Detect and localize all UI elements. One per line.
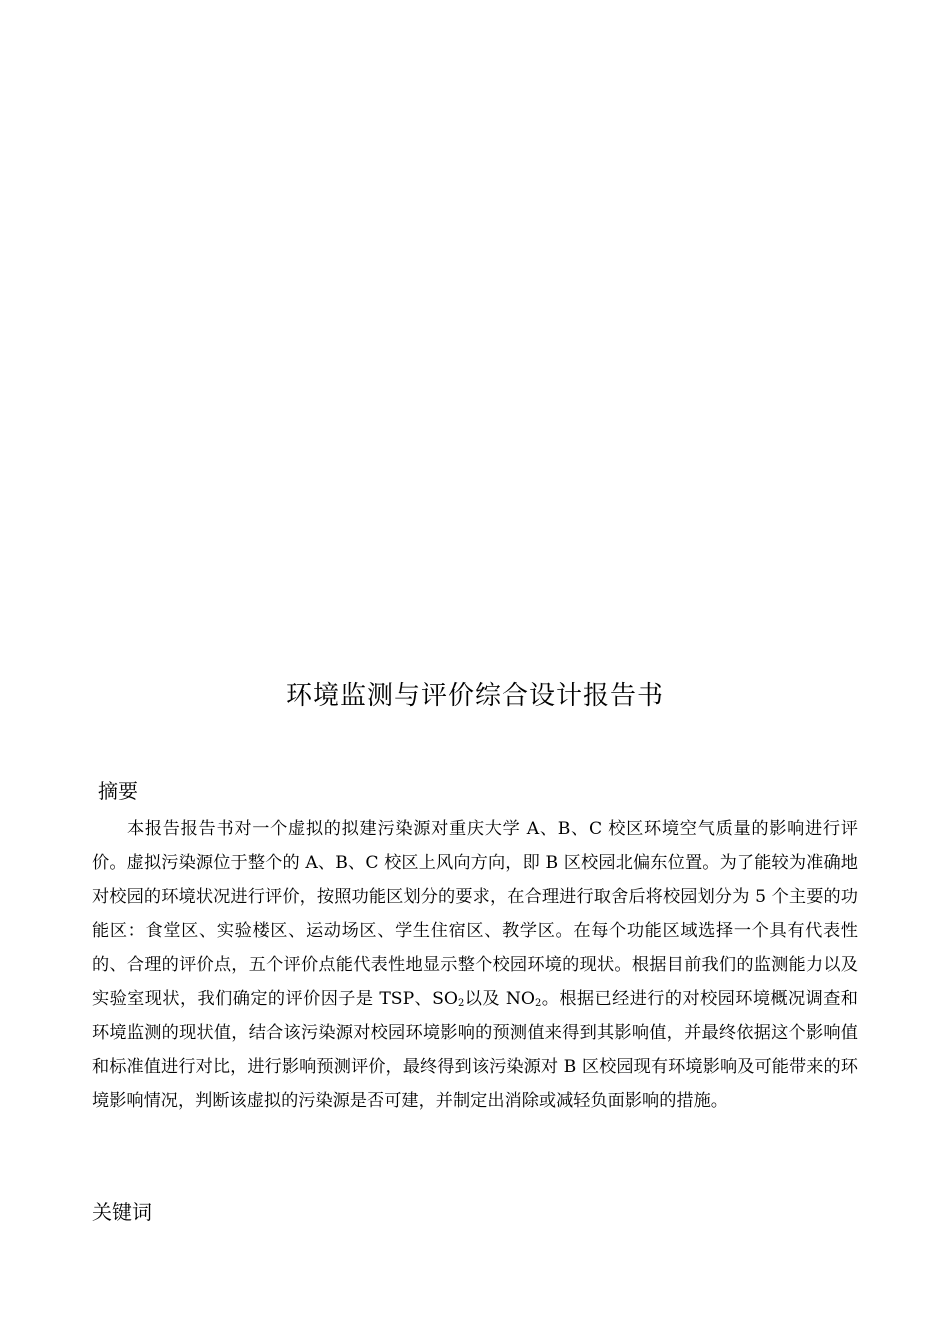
abstract-heading: 摘要 [98,779,138,803]
document-title: 环境监测与评价综合设计报告书 [285,681,664,711]
abstract-text-part-2: 以及 NO [464,989,535,1009]
abstract-text-part-3: 。根据已经进行的对校园环境概况调查和环境监测的现状值，结合该污染源对校园环境影响的预测值来得到其影响值，并最终依据这个影响值和标准值进行对比，进行影响预测评价，最终得到该污染源对 B 区校园现有环境影响及可能带来的环境影响情况，判断该虚拟的污染源是否可建，并制定出消除或减轻负面影响的措施。 [92,989,858,1111]
no2-subscript: 2 [534,998,542,1009]
abstract-text-part-1: 本报告报告书对一个虚拟的拟建污染源对重庆大学 A、B、C 校区环境空气质量的影响进行评价。虚拟污染源位于整个的 A、B、C 校区上风向方向，即 B 区校园北偏东位置。为了能较为准确地对校园的环境状况进行评价，按照功能区划分的要求，在合理进行取舍后将校园划分为 5 个主要的功能区：食堂区、实验楼区、运动场区、学生住宿区、教学区。在每个功能区域选择一个具有代表性的、合理的评价点，五个评价点能代表性地显示整个校园环境的现状。根据目前我们的监测能力以及实验室现状，我们确定的评价因子是 TSP、SO [92,819,858,1009]
so2-subscript: 2 [458,998,465,1009]
keywords-heading: 关键词 [92,1200,152,1224]
abstract-body [92,812,858,1118]
